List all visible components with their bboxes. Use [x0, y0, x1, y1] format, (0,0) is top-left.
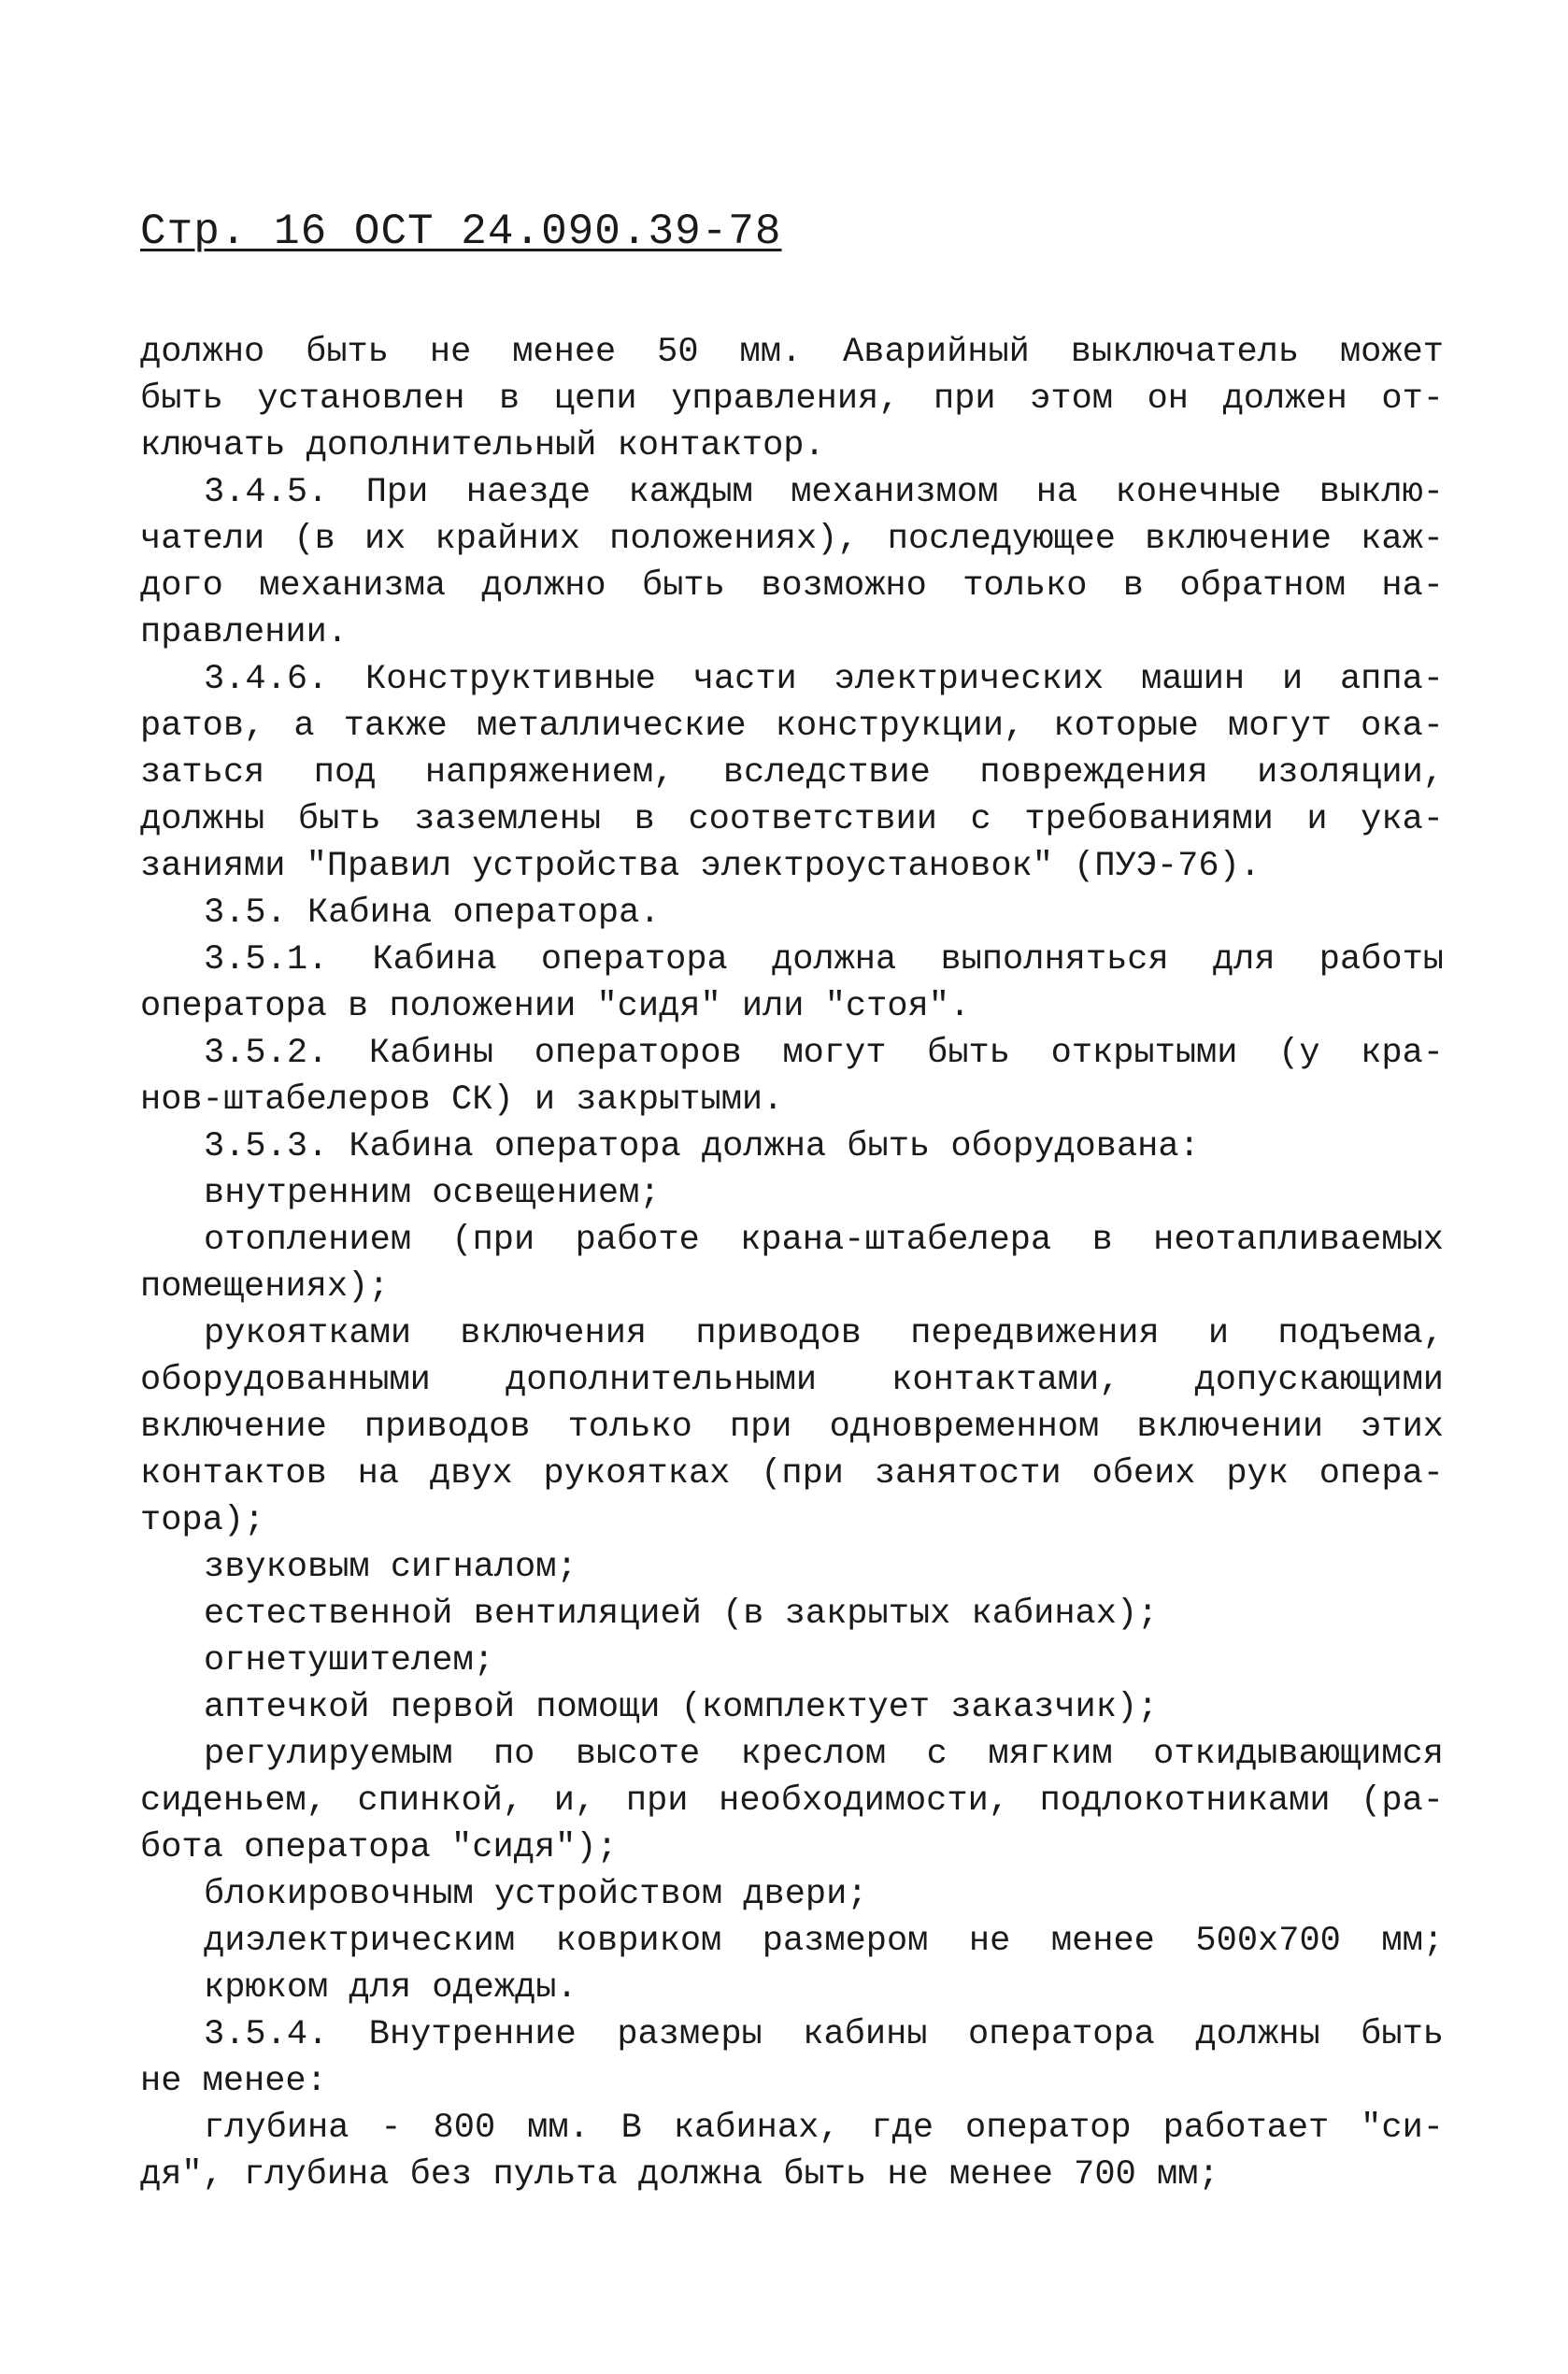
list-item-continuation: тора);: [140, 1501, 265, 1540]
list-item-continuation: включение приводов только при одновременном включении этих: [140, 1408, 1444, 1447]
list-item: блокировочным устройством двери;: [204, 1875, 868, 1914]
text-line: 3.5.1. Кабина оператора должна выполняться для работы: [204, 940, 1444, 980]
text-line: глубина - 800 мм. В кабинах, где оператор работает "си-: [204, 2109, 1444, 2148]
text-line: дя", глубина без пульта должна быть не менее 700 мм;: [140, 2155, 1219, 2195]
list-item: аптечкой первой помощи (комплектует заказчик);: [204, 1688, 1159, 1727]
text-line: ключать дополнительный контактор.: [140, 426, 825, 465]
list-item-continuation: контактов на двух рукоятках (при занятости обеих рук опера-: [140, 1454, 1444, 1494]
list-item: диэлектрическим ковриком размером не менее 500х700 мм;: [204, 1922, 1444, 1961]
text-line: 3.5.4. Внутренние размеры кабины оператора должны быть: [204, 2015, 1444, 2054]
text-line: заться под напряжением, вследствие повреждения изоляции,: [140, 753, 1444, 793]
text-line: 3.5.2. Кабины операторов могут быть открытыми (у кра-: [204, 1034, 1444, 1073]
list-item: внутренним освещением;: [204, 1174, 661, 1213]
text-line: не менее:: [140, 2062, 327, 2101]
text-line: 3.5.3. Кабина оператора должна быть оборудована:: [204, 1127, 1200, 1166]
list-item: крюком для одежды.: [204, 1968, 577, 2008]
list-item-continuation: бота оператора "сидя");: [140, 1828, 618, 1867]
list-item: регулируемым по высоте креслом с мягким откидывающимся: [204, 1735, 1444, 1774]
page-header: Стр. 16 ОСТ 24.090.39-78: [140, 207, 782, 256]
text-line: заниями "Правил устройства электроустановок" (ПУЭ-76).: [140, 847, 1261, 886]
text-line: должны быть заземлены в соответствии с требованиями и ука-: [140, 800, 1444, 839]
list-item: отоплением (при работе крана-штабелера в неотапливаемых: [204, 1221, 1444, 1260]
list-item-continuation: помещениях);: [140, 1267, 390, 1307]
text-line: правлении.: [140, 613, 349, 652]
list-item: естественной вентиляцией (в закрытых кабинах);: [204, 1595, 1159, 1634]
text-line: чатели (в их крайних положениях), последующее включение каж-: [140, 520, 1444, 559]
list-item: рукоятками включения приводов передвижения и подъема,: [204, 1314, 1444, 1353]
list-item-continuation: оборудованными дополнительными контактами, допускающими: [140, 1361, 1444, 1400]
text-line: 3.4.6. Конструктивные части электрических машин и аппа-: [204, 660, 1444, 699]
list-item: огнетушителем;: [204, 1641, 494, 1680]
text-line: ратов, а также металлические конструкции, которые могут ока-: [140, 707, 1444, 746]
text-line: быть установлен в цепи управления, при этом он должен от-: [140, 379, 1444, 419]
text-line: должно быть не менее 50 мм. Аварийный выключатель может: [140, 333, 1444, 372]
section-heading: 3.5. Кабина оператора.: [204, 894, 661, 933]
text-line: 3.4.5. При наезде каждым механизмом на конечные выклю-: [204, 473, 1444, 512]
text-line: нов-штабелеров СК) и закрытыми.: [140, 1080, 784, 1120]
list-item-continuation: сиденьем, спинкой, и, при необходимости, подлокотниками (ра-: [140, 1781, 1444, 1821]
text-line: оператора в положении "сидя" или "стоя".: [140, 987, 971, 1026]
text-line: дого механизма должно быть возможно только в обратном на-: [140, 566, 1444, 606]
list-item: звуковым сигналом;: [204, 1548, 577, 1587]
